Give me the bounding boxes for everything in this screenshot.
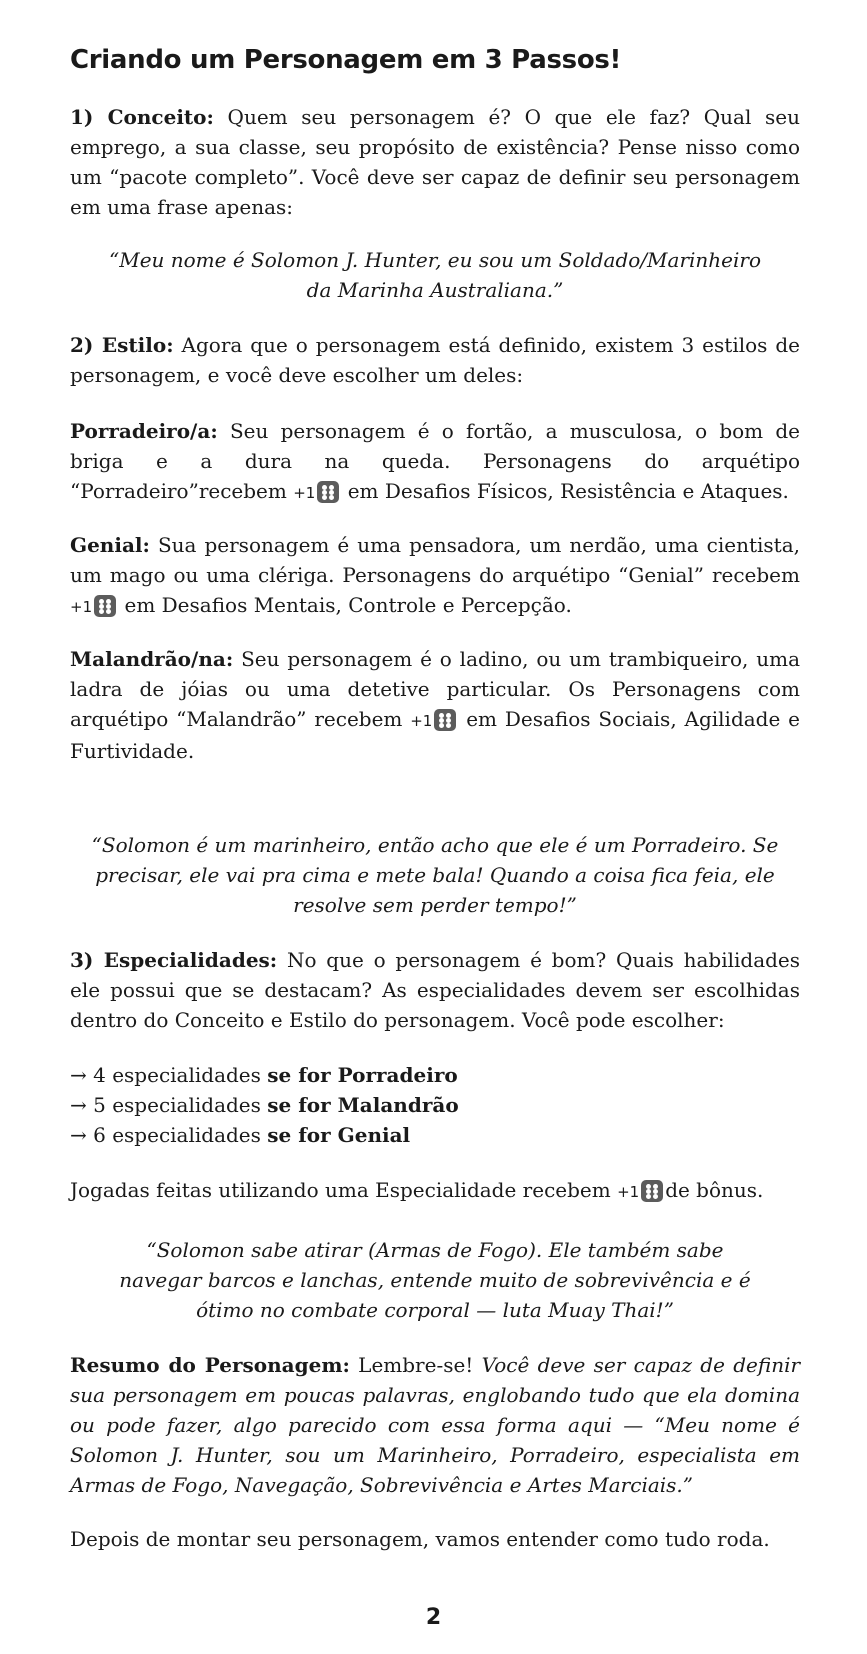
list-item: → 5 especialidades se for Malandrão bbox=[70, 1093, 459, 1117]
style-genial-name: Genial: bbox=[70, 533, 150, 557]
style-malandrao-bonus: +1 bbox=[410, 712, 433, 730]
specialty-bonus-line: Jogadas feitas utilizando uma Especialidade recebem +1 de bônus. bbox=[70, 1178, 764, 1202]
style-genial bbox=[70, 530, 800, 622]
step2-quote-line1: “Solomon é um marinheiro, então acho que ele é um Porradeiro. Se bbox=[91, 833, 779, 857]
step3-label: 3) Especialidades: bbox=[70, 948, 278, 972]
arrow-right-icon: → bbox=[70, 1063, 87, 1087]
style-malandrao bbox=[70, 644, 800, 766]
specialty-bonus: +1 bbox=[617, 1183, 640, 1201]
arrow-right-icon: → bbox=[70, 1123, 87, 1147]
page-title: Criando um Personagem em 3 Passos! bbox=[70, 45, 622, 75]
six-sided-die-icon bbox=[434, 709, 456, 731]
style-genial-text: Sua personagem é uma pensadora, um nerdão, uma cientista, um mago ou uma clériga. Personagens do arquétipo “Genial” recebem bbox=[70, 533, 801, 587]
arrow-right-icon: → bbox=[70, 1093, 87, 1117]
style-porradeiro bbox=[70, 416, 800, 508]
step1-quote-line1: “Meu nome é Solomon J. Hunter, eu sou um Soldado/Marinheiro bbox=[108, 248, 762, 272]
style-genial-bonus: +1 bbox=[70, 598, 93, 616]
summary-text: Lembre-se! bbox=[358, 1353, 474, 1377]
six-sided-die-icon bbox=[94, 595, 116, 617]
step2-label: 2) Estilo: bbox=[70, 333, 174, 357]
summary-label: Resumo do Personagem: bbox=[70, 1353, 350, 1377]
step1-quote-line2: da Marinha Australiana.” bbox=[306, 278, 564, 302]
six-sided-die-icon bbox=[317, 481, 339, 503]
step3-paragraph bbox=[70, 945, 800, 1035]
step2-text: Agora que o personagem está definido, existem 3 estilos de personagem, e você deve escolher um deles: bbox=[70, 333, 800, 387]
step3-quote-line1: “Solomon sabe atirar (Armas de Fogo). Ele também sabe bbox=[146, 1238, 724, 1262]
list-item: → 6 especialidades se for Genial bbox=[70, 1123, 411, 1147]
step2-paragraph bbox=[70, 330, 800, 390]
closing-sentence: Depois de montar seu personagem, vamos entender como tudo roda. bbox=[70, 1527, 770, 1551]
step2-quote-line2: precisar, ele vai pra cima e mete bala! Quando a coisa fica feia, ele bbox=[95, 863, 775, 887]
style-malandrao-effect: em Desafios Sociais, Agilidade e Furtividade. bbox=[70, 707, 800, 763]
summary-italic-text: Você deve ser capaz de definir sua personagem em poucas palavras, englobando tudo que ela domina ou pode fazer, algo parecido com essa forma aqui — “Meu nome é Solomon J. Hunter, sou um Marinheiro, Porradeiro, especialista em Armas de Fogo, Navegação, Sobrevivência e Artes Marciais.” bbox=[70, 1353, 801, 1497]
step3-text: No que o personagem é bom? Quais habilidades ele possui que se destacam? As especialidades devem ser escolhidas dentro do Conceito e Estilo do personagem. Você pode escolher: bbox=[70, 948, 801, 1032]
page-number: 2 bbox=[425, 1605, 442, 1630]
summary-paragraph bbox=[70, 1350, 800, 1500]
style-genial-effect: em Desafios Mentais, Controle e Percepção. bbox=[124, 593, 572, 617]
step2-quote-line3: resolve sem perder tempo!” bbox=[293, 893, 577, 917]
step1-quote bbox=[70, 245, 800, 305]
step1-label: 1) Conceito: bbox=[70, 105, 214, 129]
style-porradeiro-name: Porradeiro/a: bbox=[70, 419, 218, 443]
step1-text: Quem seu personagem é? O que ele faz? Qual seu emprego, a sua classe, seu propósito de existência? Pense nisso como um “pacote completo”. Você deve ser capaz de definir seu personagem em uma frase apenas: bbox=[70, 105, 800, 219]
step3-quote-line3: ótimo no combate corporal — luta Muay Thai!” bbox=[196, 1298, 674, 1322]
step2-quote bbox=[70, 830, 800, 920]
six-sided-die-icon bbox=[641, 1180, 663, 1202]
style-porradeiro-bonus: +1 bbox=[293, 484, 316, 502]
style-malandrao-text: Seu personagem é o ladino, ou um trambiqueiro, uma ladra de jóias ou uma detetive particular. Os Personagens com arquétipo “Malandrão” recebem bbox=[70, 647, 800, 731]
step3-quote-line2: navegar barcos e lanchas, entende muito de sobrevivência e é bbox=[119, 1268, 751, 1292]
style-malandrao-name: Malandrão/na: bbox=[70, 647, 234, 671]
step1-paragraph bbox=[70, 102, 800, 222]
style-porradeiro-text: Seu personagem é o fortão, a musculosa, o bom de briga e a dura na queda. Personagens do arquétipo “Porradeiro”recebem bbox=[70, 419, 801, 503]
specialty-options-list bbox=[70, 1060, 800, 1150]
list-item: → 4 especialidades se for Porradeiro bbox=[70, 1063, 458, 1087]
style-porradeiro-effect: em Desafios Físicos, Resistência e Ataques. bbox=[347, 479, 789, 503]
step3-quote bbox=[70, 1235, 800, 1325]
